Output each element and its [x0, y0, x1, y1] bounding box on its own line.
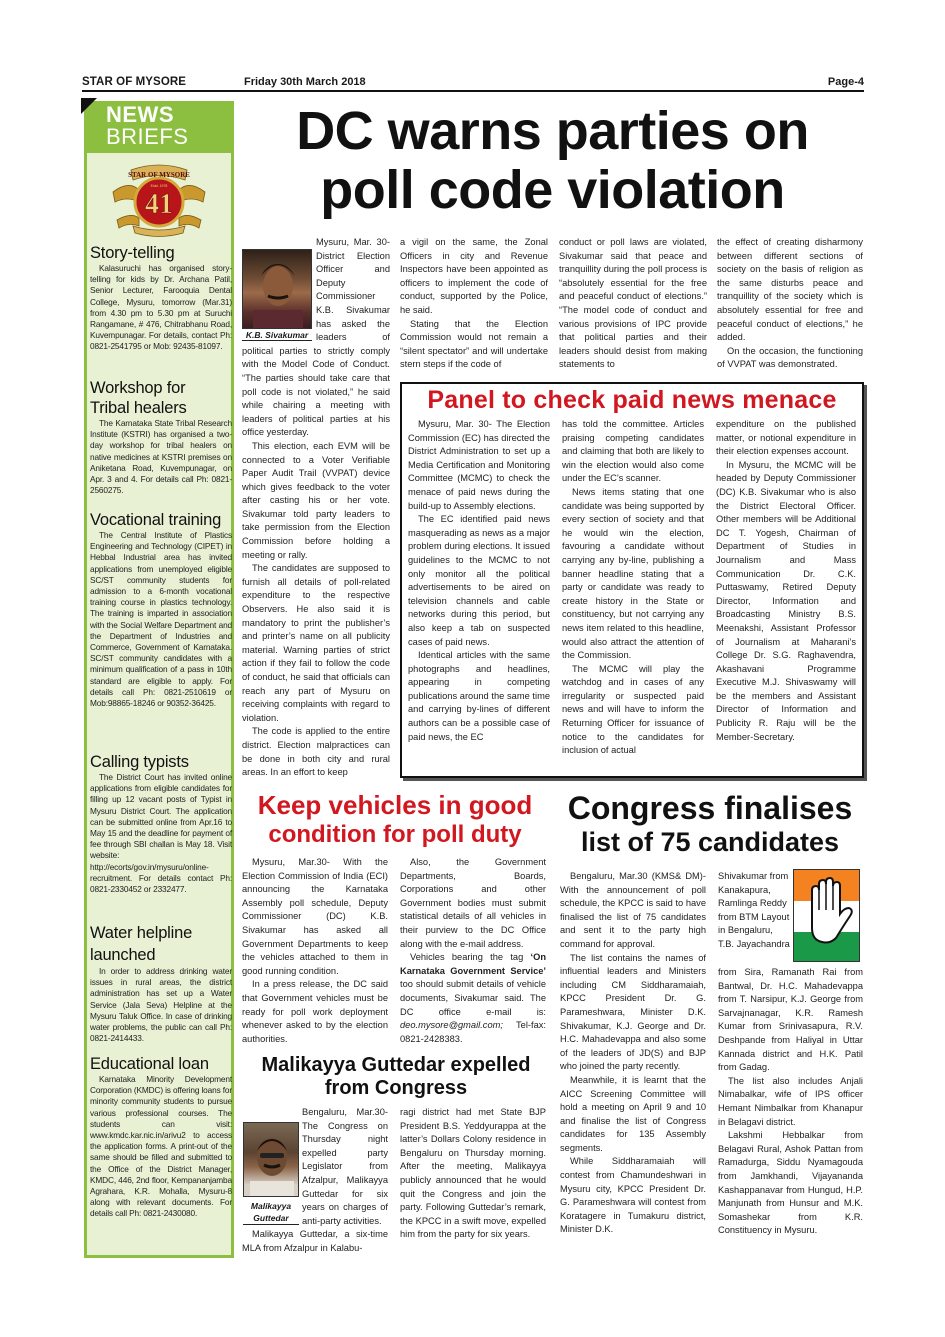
congress-headline — [557, 790, 863, 858]
brief-title: Water helpline launched — [90, 924, 193, 964]
news-briefs-title-briefs: BRIEFS — [106, 124, 189, 149]
brief-body: In order to address drinking water issues in rural areas, the district administration has set up a Water Service (Jala Seva) Helpline at the Mysuru Taluk Office. In case of drinking water problems, the public can call Ph: 0821-2414433. — [90, 966, 232, 1044]
brief-title: Story-telling — [90, 244, 175, 262]
lead-headline — [240, 102, 865, 220]
brief-body: The District Court has invited online applications from eligible candidates for filling up 12 vacant posts of Typist in Mysuru District Court. The application can be submitted online from Apr.16 to May 15 and the deadline for payment of fee through SBI challan is May 18. Visit website: http://ecorts/gov.in/mysuru/online-recruitment. For details contact Ph: 0821-2330452 or 2332477. — [90, 772, 232, 895]
government-service-tag: ‘On Karnataka Government Service’ — [400, 952, 546, 976]
brief-body: The Karnataka State Tribal Research Institute (KSTRI) has organised a two-day workshop for tribal healers on native medicines at KSTRI premises on Aniketana Road, Kuvempunagar, on Apr. 3 and 4. For details call Ph: 0821-2560275. — [90, 418, 232, 496]
congress-col2-p1a: Shivakumar from Kanakapura, Ramlinga Reddy from BTM Layout in Bengaluru, T.B. Jayachandra — [718, 871, 790, 949]
congress-headline-line2: list of 75 candidates — [580, 827, 840, 857]
brief-title: Vocational training — [90, 511, 222, 529]
panel-col3-p1: expenditure on the published matter, or notional expenditure in their election expenses account. — [716, 419, 856, 457]
congress-column-1 — [560, 870, 706, 1237]
paper-name: STAR OF MYSORE — [82, 76, 187, 88]
guttedar-caption: Malikayya Guttedar — [243, 1200, 299, 1225]
news-briefs-sidebar — [84, 101, 234, 1258]
lead-col1-p1: Mysuru, Mar. 30- District Election Officer and Deputy Commissioner K.B. Sivakumar has asked the leaders of political parties to strictly comply with the Model Code of Conduct. “The parties should take care that poll code is not violated,” he said while chairing a meeting with leaders of political parties at his office yesterday. — [242, 237, 390, 438]
brief-body: The Central Institute of Plastics Engineering and Technology (CIPET) in Hebbal Industrial area has invited applications from unemployed eligible SC/ST community students for admission to a 6-month vocational training course in plastics technology. The training is imparted in association with the Social Welfare Department and the Department of Industries and Commerce, Government of Karnataka. SC/ST community candidates with a minimum qualification of a pass in 10th standard are eligible to apply. For details call Ph: 0821-2510619 or Mob:98865-18246 or 90352-36425. — [90, 530, 232, 709]
congress-col2-p2: The list also includes Anjali Nimabalkar, wife of IPS officer Hemant Nimbalkar from Khanapur in Belagavi district. — [718, 1075, 863, 1127]
panel-column-3 — [716, 418, 856, 744]
congress-column-2 — [718, 966, 863, 1238]
page-number: Page-4 — [827, 76, 864, 88]
vehicles-headline-line1: Keep vehicles in good — [257, 790, 533, 820]
guttedar-headline-line2: from Congress — [324, 1077, 468, 1099]
brief-vocational-training — [90, 510, 232, 709]
guttedar-col2-p1: ragi district had met State BJP President B.S. Yeddyurappa at the latter’s Dollars Colony residence in Bengaluru on Thursday morning. After the meeting, Malikayya publicly announced that he would quit the Congress and join the party. Following Guttedar’s remark, the KPCC in a swift move, expelled him from the party for six years. — [400, 1107, 546, 1240]
vehicles-column-2 — [400, 856, 546, 1046]
panel-column-2 — [562, 418, 704, 758]
panel-col2-p2: News items stating that one candidate was being supported by every section of society and that he would win the election, favouring a candidate without carrying any by-line, publishing a banner headline stating that a party or candidate was ready to create history in the State or constituency, but not carrying any news item related to this headline, would also attract the attention of the Commission. — [562, 486, 704, 661]
lead-headline-line2: poll code violation — [320, 160, 785, 220]
panel-col3-p2: In Mysuru, the MCMC will be headed by Deputy Commissioner (DC) K.B. Sivakumar who is also the District Electoral Officer. Other members will be Additional DC T. Yogesh, Chairman of Department of Studies in Journalism and Mass Communication Dr. C.K. Puttaswamy, Retired Deputy Director, Information and Broadcasting Ministry B.S. Meenakshi, Assistant Professor of Journalism at Maharani’s College Dr. S.G. Raghavendra, Akashavani Programme Executive M.J. Shivaswamy will be the members and Assistant Director of Information and Publicity R. Raju will be the Member-Secretary. — [716, 459, 856, 742]
lead-col2-p2: Stating that the Election Commission would not remain a “silent spectator” and will undertake stern steps if the code of — [400, 318, 548, 370]
sivakumar-caption: K.B. Sivakumar — [242, 330, 312, 341]
vehicles-col1-p2: In a press release, the DC said that Government vehicles must be ready for poll work deployment whenever asked to by the election authorities. — [242, 979, 388, 1044]
guttedar-column-1 — [242, 1106, 388, 1256]
congress-hand-flag-icon — [793, 869, 860, 962]
brief-title: Calling typists — [90, 753, 189, 771]
lead-column-2 — [400, 236, 548, 372]
paid-news-headline: Panel to check paid news menace — [427, 386, 837, 414]
congress-column-2-top — [718, 870, 790, 952]
vehicles-col1-p1: Mysuru, Mar.30- With the Election Commission of India (ECI) announcing the Karnataka Assembly poll schedule, Deputy Commissioner (DC) K.B. Sivakumar has asked all Government Departments to keep the vehicles attached to them in good running condition. — [242, 857, 388, 976]
panel-col1-p1: Mysuru, Mar. 30- The Election Commission (EC) has directed the District Administration to set up a Media Certification and Monitoring Committee (MCMC) to check the menace of paid news during the build-up to Assembly elections. — [408, 419, 550, 511]
vehicles-headline-line2: condition for poll duty — [268, 821, 522, 848]
news-briefs-header — [84, 101, 234, 153]
brief-tribal-healers — [90, 378, 232, 496]
panel-col1-p2: The EC identified paid news masquerading as news as a major problem during elections. It issued guidelines to the MCMC to not only monitor all the political advertisements to be aired on television channels and cable networks during this period, but also keep a tab on suspected cases of paid news. — [408, 514, 550, 647]
lead-headline-line1: DC warns parties on — [296, 101, 809, 161]
guttedar-column-2 — [400, 1106, 546, 1242]
masthead — [82, 76, 864, 92]
lead-col3-p1: conduct or poll laws are violated, Sivakumar said that peace and tranquillity during the poll process is “absolutely essential for the free and peaceful conduct of elections.” “The model code of conduct and various provisions of IPC provide that political parties and their leaders should desist from making statements to — [559, 237, 707, 370]
lead-column-1 — [242, 236, 390, 780]
vehicles-column-1 — [242, 856, 388, 1046]
congress-col2-p1b: from Sira, Ramanath Rai from Bantwal, Dr. H.C. Mahadevappa from T. Narsipur, K.J. George from Sarvajnanagar, K.R. Ramesh Kumar from Srinivasapura, R.V. Deshpande from Haliyal in Uttar Kannada district and H.K. Patil from Gadag. — [718, 967, 863, 1073]
guttedar-headline — [240, 1054, 552, 1100]
issue-date: Friday 30th March 2018 — [244, 76, 366, 88]
brief-educational-loan — [90, 1054, 232, 1220]
lead-column-4 — [717, 236, 863, 372]
vehicles-col2-p2: Vehicles bearing the tag ‘On Karnataka Government Service’ too should submit details of vehicle documents, Sivakumar said. The DC office e-mail is: deo.mysore@gmail.com; Tel-fax: 0821-2428383. — [400, 952, 546, 1044]
lead-col4-p1: the effect of creating disharmony between different sections of society on the basis of religion as the same disturbs peace and tranquillity of the society which is absolutely essential for free and peaceful conduct of elections,” he added. — [717, 237, 863, 343]
svg-text:41: 41 — [145, 189, 173, 220]
brief-body: Karnataka Minority Development Corporation (KMDC) is offering loans for minority community students to pursue various professional courses. The students can visit: www.kmdc.kar.nic.in/arivu2 to access the application forms. A print-out of the same should be filled and submitted to the Office of the District Manager, KMDC, 446, 2nd floor, Kempananjamba Agrahara, K.R. Mohalla, Mysuru-8 along with relevant documents. For details call Ph: 0821-2430080. — [90, 1074, 232, 1219]
guttedar-col1-p2: Malikayya Guttedar, a six-time MLA from Afzalpur in Kalabu- — [242, 1229, 388, 1253]
svg-text:STAR OF MYSORE: STAR OF MYSORE — [128, 171, 190, 179]
dc-email-address: deo.mysore@gmail.com; — [400, 1020, 503, 1031]
congress-col1-p3: Meanwhile, it is learnt that the AICC Screening Committee will hold a meeting on April 9 and 10 and finalise the list of Congress candidates for 135 Assembly segments. — [560, 1074, 706, 1153]
brief-body: Kalasuruchi has organised story-telling for kids by Dr. Archana Patil, Senior Lecturer, Farooquia Dental College, Mysuru, tomorrow (Mar.31) from 4.30 pm to 5.30 pm at Suruchi Rangamane, # 476, Chitrabhanu Road, Kuvempunagar. For details, contact Ph: 0821-2541795 or Mob: 92435-81097. — [90, 263, 232, 352]
star-of-mysore-41-logo-icon — [109, 162, 209, 238]
lead-col1-p2: This election, each EVM will be connected to a Voter Verifiable Paper Audit Trail (VVPAT) device which gives feedback to the voter after casting his or her vote. Sivakumar told party leaders to take permission from the Election Commission before holding a meeting or rally. — [242, 440, 390, 560]
congress-col2-p3: Lakshmi Hebbalkar from Belagavi Rural, Ashok Pattan from Ramadurga, Siddu Nyamagouda from Jamkhandi, Vijayananda Kashappanavar from Hungud, H.P. Manjunath from Hunsur and M.K. Somashekar from K.R. Constituency in Mysuru. — [718, 1130, 863, 1236]
lead-col1-p3: The candidates are supposed to furnish all details of poll-related expenditure to the respective Observers. He also said it is mandatory to print the publisher’s and printer’s name on all publicity material. Warning parties of strict action if they fail to follow the code of conduct, he said that officials can reach any part of Mysuru on receiving complaints with regard to violation. — [242, 563, 390, 723]
svg-text:Estd. 1978: Estd. 1978 — [150, 184, 168, 188]
lead-column-3 — [559, 236, 707, 372]
vehicles-headline — [240, 790, 550, 850]
panel-col1-p3: Identical articles with the same photographs and headlines, appearing in competing publications around the same time and carrying by-lines of different authors can be a possible case of paid news, the EC — [408, 650, 550, 742]
guttedar-col1-p1: Bengaluru, Mar.30- The Congress on Thursday night expelled party Legislator from Afzalpur, Malikayya Guttedar for six years on charges of anti-party activities. — [302, 1107, 388, 1226]
lead-col2-p1: a vigil on the same, the Zonal Officers in city and Revenue Inspectors have been appointed as officers to implement the code of conduct, supported by the Police, he said. — [400, 237, 548, 315]
vehicles-col2-p1: Also, the Government Departments, Boards, Corporations and other Government bodies must submit statistical details of all vehicles in their purview to the DC Office along with the e-mail address. — [400, 857, 546, 949]
corner-triangle-icon — [81, 98, 97, 114]
congress-col1-p1: Bengaluru, Mar.30 (KMS& DM)- With the announcement of poll schedule, the KPCC is said to have finalised the list of 75 candidates and sent it to the party high command for approval. — [560, 871, 706, 949]
congress-col1-p4: While Siddharamaiah will contest from Chamundeshwari in Mysuru city, KPCC President Dr. G. Parameshwara will contest from Koratagere in Tumakuru district, Minister D.K. — [560, 1156, 706, 1235]
congress-col1-p2: The list contains the names of influential leaders and Ministers including CM Siddharamaiah, KPCC President Dr. G. Parameshwara, Minister D.K. Shivakumar, K.J. George and Dr. H.C. Mahadevappa and also some of the leaders of JD(S) and BJP who joined the party recently. — [560, 952, 706, 1072]
congress-headline-line1: Congress finalises — [567, 790, 853, 826]
brief-title: Workshop for Tribal healers — [90, 379, 187, 417]
panel-col2-p1: has told the committee. Articles praising competing candidates and claiming that both are likely to win the election would also come under the EC’s scanner. — [562, 419, 704, 484]
brief-water-helpline — [90, 922, 232, 1044]
lead-col1-p4: The code is applied to the entire district. Election malpractices can be done in both city and rural areas. In an effort to keep — [242, 726, 390, 778]
panel-col2-p3: The MCMC will play the watchdog and in cases of any irregularity or suspected paid news and will have to inform the Returning Officer for issuance of notice to the candidates for inclusion of actual — [562, 663, 704, 756]
news-briefs-title-news: NEWS — [106, 102, 174, 127]
brief-title: Educational loan — [90, 1055, 209, 1073]
lead-col4-p2: On the occasion, the functioning of VVPAT was demonstrated. — [717, 345, 863, 370]
brief-story-telling — [90, 243, 232, 353]
guttedar-headline-line1: Malikayya Guttedar expelled — [261, 1054, 531, 1076]
panel-column-1 — [408, 418, 550, 744]
brief-calling-typists — [90, 752, 232, 895]
